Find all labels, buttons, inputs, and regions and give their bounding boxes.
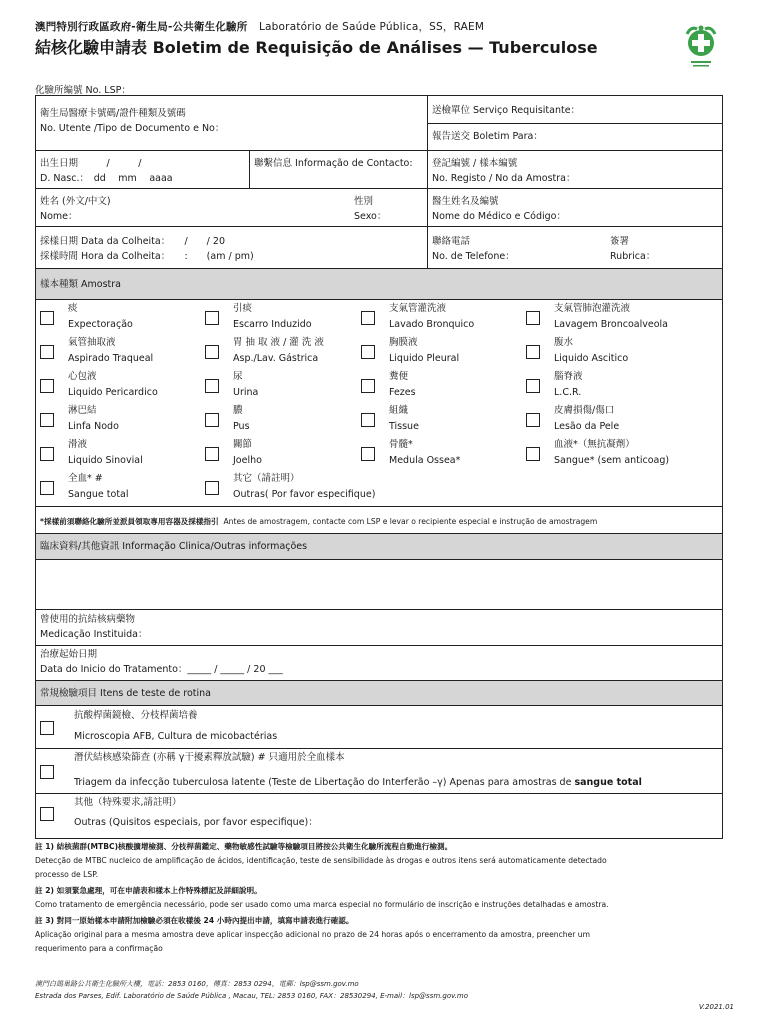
sample-label-zh: 皮膚損傷/傷口 bbox=[554, 405, 615, 416]
note-line: requerimento para a confirmação bbox=[35, 944, 163, 953]
clinica-text-area[interactable] bbox=[36, 561, 722, 609]
sample-label-zh: 組織 bbox=[389, 405, 409, 416]
medico-field[interactable] bbox=[428, 192, 718, 226]
rotina-section-header: 常規檢驗項目 Itens de teste de rotina bbox=[36, 680, 722, 706]
sample-label-pt: Lesão da Pele bbox=[554, 421, 620, 432]
amostra-note-zh: *採樣前須聯絡化驗所並派員領取專用容器及採樣指引 bbox=[40, 517, 219, 526]
inicio-label-zh: 治療起始日期 bbox=[40, 649, 98, 660]
utente-field[interactable] bbox=[36, 104, 426, 138]
sample-label-zh: 腦脊液 bbox=[554, 371, 583, 382]
sample-label-pt: Liquido Sinovial bbox=[68, 455, 143, 466]
rubrica-label-pt: Rubrica： bbox=[610, 251, 656, 262]
sample-label-zh: 引痰 bbox=[233, 303, 253, 314]
telefone-label-zh: 聯絡電話 bbox=[432, 236, 471, 247]
note-line: Detecção de MTBC nucleico de amplificação de ácidos, identificação, teste de sensibilidade às drogas e outros itens será automaticamente detectado bbox=[35, 856, 607, 865]
health-logo-icon bbox=[683, 24, 719, 70]
sample-checkbox[interactable] bbox=[40, 379, 54, 393]
utente-label-zh: 衛生局醫療卡號碼/證件種類及號碼 bbox=[40, 108, 186, 119]
medicacao-field[interactable] bbox=[36, 610, 722, 644]
colheita-hora-label: 採樣時間 Hora da Colheita： : (am / pm) bbox=[40, 251, 254, 262]
sample-checkbox[interactable] bbox=[205, 311, 219, 325]
sample-checkbox[interactable] bbox=[205, 481, 219, 495]
sample-option[interactable] bbox=[526, 335, 686, 369]
rotina-label-zh: 其他（特殊要求,請註明） bbox=[74, 797, 182, 808]
sample-label-zh: 胃 抽 取 液 / 灌 洗 液 bbox=[233, 337, 324, 348]
sample-label-pt: Liquido Ascitico bbox=[554, 353, 629, 364]
divider bbox=[36, 506, 722, 507]
sample-option[interactable] bbox=[40, 471, 200, 505]
sexo-field[interactable] bbox=[350, 192, 426, 226]
divider bbox=[428, 123, 722, 124]
rotina-checkbox[interactable] bbox=[40, 807, 54, 821]
sample-checkbox[interactable] bbox=[361, 311, 375, 325]
sample-label-zh: 骨髓* bbox=[389, 439, 413, 450]
sample-option[interactable] bbox=[205, 301, 365, 335]
rotina-label-pt-text: Microscopia AFB, Cultura de micobactérias bbox=[74, 731, 278, 742]
nome-field[interactable] bbox=[36, 192, 336, 226]
sample-label-zh: 關節 bbox=[233, 439, 253, 450]
inicio-field[interactable] bbox=[36, 645, 722, 679]
sample-checkbox[interactable] bbox=[361, 413, 375, 427]
amostra-note bbox=[36, 512, 722, 531]
sample-label-pt: Expectoração bbox=[68, 319, 133, 330]
sample-option[interactable] bbox=[40, 301, 200, 335]
org-zh: 澳門特別行政區政府-衛生局-公共衛生化驗所 bbox=[35, 21, 248, 33]
sample-label-pt: Outras( Por favor especifique) bbox=[233, 489, 376, 500]
rotina-label-pt-text: Triagem da infecção tuberculosa latente (Teste de Libertação do Interferão –γ) Apenas para amostras de bbox=[74, 777, 575, 788]
sample-label-pt: Aspirado Traqueal bbox=[68, 353, 154, 364]
divider bbox=[36, 226, 722, 227]
sample-label-pt: Fezes bbox=[389, 387, 416, 398]
note-line: 註 1) 結核菌群(MTBC)核酸擴增檢測、分枝桿菌鑑定、藥物敏感性試驗等檢驗項目將按公共衛生化驗所流程自動進行檢測。 bbox=[35, 842, 453, 851]
sample-label-pt: Liquido Pleural bbox=[389, 353, 460, 364]
lsp-number-label: 化驗所編號 No. LSP： bbox=[35, 85, 131, 96]
sample-checkbox[interactable] bbox=[205, 447, 219, 461]
contacto-field[interactable]: 聯繫信息 Informação de Contacto: bbox=[254, 158, 413, 169]
org-pt: Laboratório de Saúde Pública，SS，RAEM bbox=[259, 21, 485, 33]
sample-checkbox[interactable] bbox=[205, 345, 219, 359]
note-line: Como tratamento de emergência necessário, pode ser usado como uma marca especial no formulário de inscrição e instruções detalhadas e amostra. bbox=[35, 900, 609, 909]
clinica-section-header: 臨床資料/其他資訊 Informação Clinica/Outras informações bbox=[36, 533, 722, 560]
sample-option[interactable] bbox=[361, 335, 521, 369]
note-line: Aplicação original para a mesma amostra deve aplicar inspecção adicional no prazo de 24 horas após o encerramento da amostra, preencher um bbox=[35, 930, 590, 939]
note-line: processo de LSP. bbox=[35, 870, 99, 879]
page-title: 結核化驗申請表 Boletim de Requisição de Análises — Tuberculose bbox=[35, 38, 598, 57]
sample-label-pt: Sangue* (sem anticoag) bbox=[554, 455, 670, 466]
rotina-checkbox[interactable] bbox=[40, 721, 54, 735]
sample-label-zh: 腹水 bbox=[554, 337, 574, 348]
rotina-label-pt bbox=[74, 729, 277, 745]
rotina-label-zh: 抗酸桿菌鏡檢、分枝桿菌培養 bbox=[74, 710, 198, 721]
sample-label-zh: 心包液 bbox=[68, 371, 97, 382]
sample-checkbox[interactable] bbox=[526, 447, 540, 461]
amostra-note-pt: Antes de amostragem, contacte com LSP e levar o recipiente especial e instrução de amostragem bbox=[223, 517, 598, 526]
sample-label-zh: 尿 bbox=[233, 371, 243, 382]
note-line: 註 3) 對同一原始樣本申請附加檢驗必須在收樣後 24 小時內提出申請，填寫申請表進行確認。 bbox=[35, 916, 354, 925]
sample-checkbox[interactable] bbox=[40, 345, 54, 359]
sample-checkbox[interactable] bbox=[205, 413, 219, 427]
sample-label-zh: 糞便 bbox=[389, 371, 409, 382]
sample-checkbox[interactable] bbox=[526, 413, 540, 427]
sample-option[interactable] bbox=[205, 437, 365, 471]
sample-checkbox[interactable] bbox=[361, 345, 375, 359]
sample-label-zh: 淋巴結 bbox=[68, 405, 97, 416]
sample-label-zh: 血液*（無抗凝劑） bbox=[554, 439, 635, 450]
org-line bbox=[35, 19, 484, 34]
sample-option[interactable] bbox=[361, 301, 521, 335]
rubrica-label-zh: 簽署 bbox=[610, 236, 630, 247]
sample-checkbox[interactable] bbox=[205, 379, 219, 393]
rotina-option[interactable] bbox=[36, 748, 722, 794]
amostra-section-header: 樣本種類 Amostra bbox=[36, 268, 722, 300]
rotina-label-zh: 潛伏結核感染篩查 (亦稱 γ干擾素釋放試驗) # 只適用於全血樣本 bbox=[74, 752, 345, 763]
sample-checkbox[interactable] bbox=[361, 447, 375, 461]
sample-label-zh: 支氣管肺泡灌洗液 bbox=[554, 303, 631, 314]
sample-label-pt: Asp./Lav. Gástrica bbox=[233, 353, 319, 364]
sample-label-pt: Liquido Pericardico bbox=[68, 387, 158, 398]
divider bbox=[36, 150, 722, 151]
sample-option[interactable] bbox=[40, 335, 200, 369]
sample-label-zh: 氣管抽取液 bbox=[68, 337, 116, 348]
sample-checkbox[interactable] bbox=[40, 481, 54, 495]
sample-label-zh: 滑液 bbox=[68, 439, 88, 450]
sample-option[interactable] bbox=[205, 471, 376, 505]
sample-option[interactable] bbox=[40, 437, 200, 471]
rotina-option[interactable] bbox=[36, 707, 722, 748]
requisition-form bbox=[35, 95, 723, 839]
sample-option[interactable] bbox=[205, 335, 365, 369]
telefone-label-pt: No. de Telefone： bbox=[432, 251, 515, 262]
divider bbox=[36, 188, 722, 189]
nome-label-zh: 姓名 (外文/中文) bbox=[40, 196, 111, 207]
sample-option[interactable] bbox=[361, 369, 521, 403]
sample-label-pt: Lavagem Broncoalveola bbox=[554, 319, 668, 330]
sample-label-pt: Pus bbox=[233, 421, 250, 432]
servico-field[interactable]: 送檢單位 Serviço Requisitante： bbox=[432, 105, 581, 116]
telefone-field[interactable] bbox=[428, 232, 598, 266]
sample-checkbox[interactable] bbox=[361, 379, 375, 393]
rotina-label-pt bbox=[74, 815, 318, 831]
utente-label-pt: No. Utente /Tipo de Documento e No： bbox=[40, 123, 225, 134]
footer-address-pt: Estrada dos Parses, Edif. Laboratório de Saúde Pública , Macau, TEL: 2853 0160, FAX：28530294, E-mail：lsp@ssm.gov.mo bbox=[35, 992, 469, 1000]
inicio-label-pt: Data do Inicio do Tratamento：_____ / _____ / 20 ___ bbox=[40, 664, 283, 675]
sample-label-zh: 膿 bbox=[233, 405, 243, 416]
footer-address-zh: 澳門白鴿巢路公共衛生化驗所大樓，電話：2853 0160，傳真：2853 0294，電郵：lsp@ssm.gov.mo bbox=[35, 980, 359, 988]
sample-label-pt: Tissue bbox=[389, 421, 419, 432]
registo-label-zh: 登記編號 / 樣本編號 bbox=[432, 158, 518, 169]
sample-checkbox[interactable] bbox=[526, 345, 540, 359]
sample-label-pt: Urina bbox=[233, 387, 259, 398]
nasc-label-zh: 出生日期 / / bbox=[40, 158, 142, 169]
sample-option[interactable] bbox=[40, 403, 200, 437]
sample-label-pt: Escarro Induzido bbox=[233, 319, 312, 330]
medicacao-label-zh: 曾使用的抗結核病藥物 bbox=[40, 614, 136, 625]
sample-label-pt: Sangue total bbox=[68, 489, 129, 500]
nasc-field[interactable] bbox=[36, 154, 246, 188]
sample-checkbox[interactable] bbox=[40, 311, 54, 325]
sample-label-zh: 其它（請註明） bbox=[233, 473, 300, 484]
sample-option[interactable] bbox=[526, 301, 686, 335]
sample-option[interactable] bbox=[40, 369, 200, 403]
sample-option[interactable] bbox=[205, 369, 365, 403]
form-version: V.2021.01 bbox=[698, 1003, 734, 1011]
sample-option[interactable] bbox=[526, 437, 686, 471]
nasc-label-pt: D. Nasc.： dd mm aaaa bbox=[40, 173, 173, 184]
rotina-label-pt-bold: sangue total bbox=[574, 777, 642, 788]
sexo-label-zh: 性別 bbox=[354, 196, 374, 207]
medicacao-label-pt: Medicação Instituida： bbox=[40, 629, 148, 640]
medico-label-pt: Nome do Médico e Código： bbox=[432, 211, 566, 222]
sample-label-zh: 支氣管灌洗液 bbox=[389, 303, 447, 314]
registo-label-pt: No. Registo / No da Amostra： bbox=[432, 173, 576, 184]
rotina-option[interactable] bbox=[36, 793, 722, 834]
rotina-label-pt bbox=[74, 775, 642, 791]
boletim-field[interactable]: 報告送交 Boletim Para： bbox=[432, 131, 543, 142]
sample-option[interactable] bbox=[205, 403, 365, 437]
sample-checkbox[interactable] bbox=[526, 379, 540, 393]
rubrica-field[interactable] bbox=[606, 232, 718, 266]
sample-label-pt: Linfa Nodo bbox=[68, 421, 119, 432]
sample-checkbox[interactable] bbox=[40, 447, 54, 461]
sample-label-pt: L.C.R. bbox=[554, 387, 582, 398]
rotina-checkbox[interactable] bbox=[40, 765, 54, 779]
rotina-label-pt-text: Outras (Quisitos especiais, por favor especifique)： bbox=[74, 817, 318, 828]
registo-field[interactable] bbox=[428, 154, 718, 188]
sample-checkbox[interactable] bbox=[40, 413, 54, 427]
sample-label-zh: 全血* # bbox=[68, 473, 103, 484]
colheita-data-label: 採樣日期 Data da Colheita： / / 20 bbox=[40, 236, 225, 247]
sample-label-pt: Joelho bbox=[233, 455, 262, 466]
sample-option[interactable] bbox=[526, 403, 686, 437]
sample-label-pt: Lavado Bronquico bbox=[389, 319, 475, 330]
sample-label-zh: 胸膜液 bbox=[389, 337, 418, 348]
nome-label-pt: Nome： bbox=[40, 211, 78, 222]
note-line: 註 2) 如須緊急處理，可在申請表和樣本上作特殊標記及詳細說明。 bbox=[35, 886, 262, 895]
sample-checkbox[interactable] bbox=[526, 311, 540, 325]
sample-option[interactable] bbox=[526, 369, 686, 403]
sexo-label-pt: Sexo： bbox=[354, 211, 387, 222]
sample-option[interactable] bbox=[361, 403, 521, 437]
sample-label-pt: Medula Ossea* bbox=[389, 455, 461, 466]
sample-label-zh: 痰 bbox=[68, 303, 78, 314]
colheita-field[interactable] bbox=[36, 232, 426, 266]
sample-option[interactable] bbox=[361, 437, 521, 471]
medico-label-zh: 醫生姓名及編號 bbox=[432, 196, 499, 207]
